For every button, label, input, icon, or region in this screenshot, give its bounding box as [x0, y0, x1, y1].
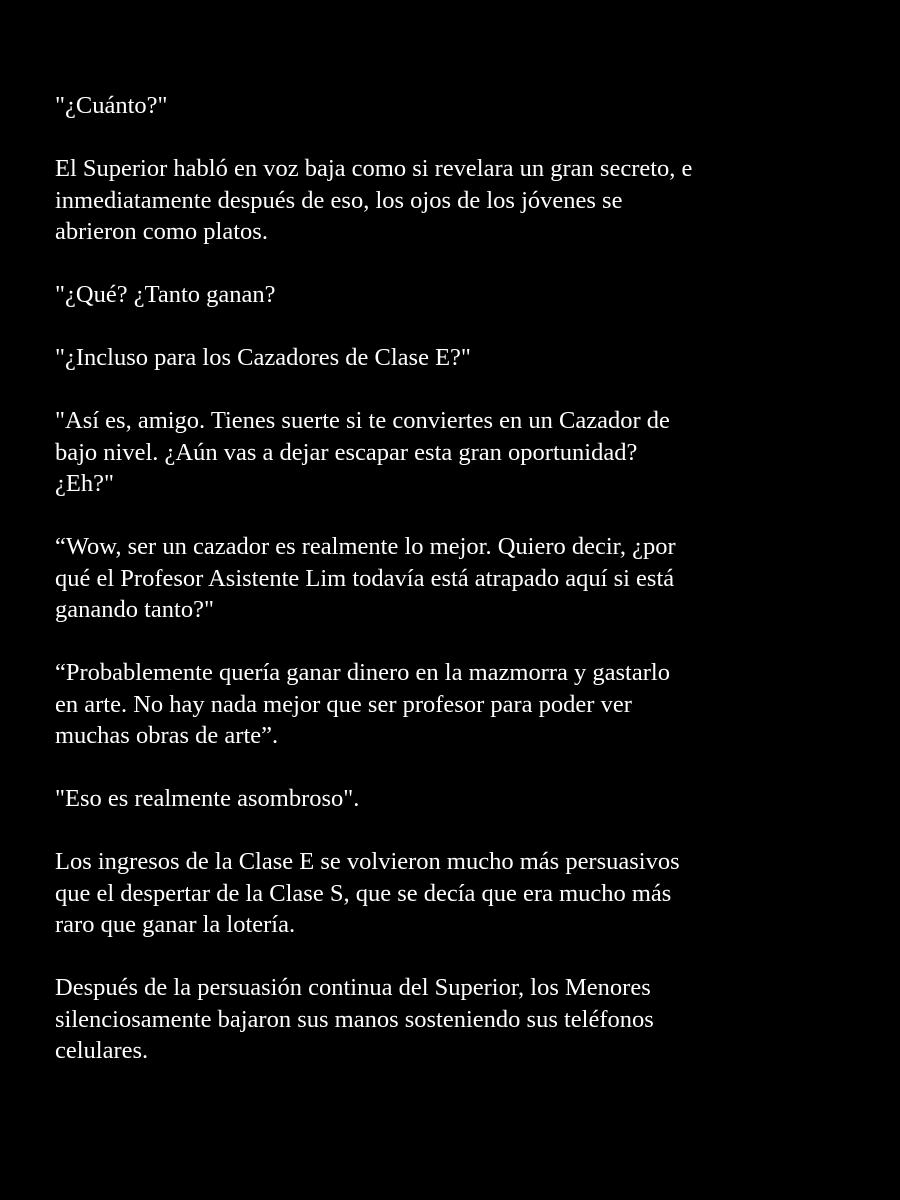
text-line: que el despertar de la Clase S, que se decía que era mucho más — [55, 879, 672, 907]
text-line: Los ingresos de la Clase E se volvieron mucho más persuasivos — [55, 848, 680, 875]
paragraph-dialogue-asombroso — [55, 783, 855, 815]
text-line: ganando tanto?" — [55, 596, 214, 623]
paragraph-narration-superior — [55, 153, 855, 248]
paragraph-dialogue-wow — [55, 531, 855, 626]
text-line: abrieron como platos. — [55, 218, 268, 245]
novel-text-page — [55, 90, 855, 1098]
paragraph-dialogue-probablemente — [55, 657, 855, 752]
text-line: inmediatamente después de eso, los ojos de los jóvenes se — [55, 186, 623, 214]
text-line: celulares. — [55, 1037, 149, 1064]
text-line: “Wow, ser un cazador es realmente lo mejor. Quiero decir, ¿por — [55, 533, 676, 560]
paragraph-dialogue-incluso — [55, 342, 855, 374]
text-line: “Probablemente quería ganar dinero en la mazmorra y gastarlo — [55, 659, 670, 686]
paragraph-dialogue-que — [55, 279, 855, 311]
text-line: muchas obras de arte”. — [55, 722, 279, 749]
text-line: Después de la persuasión continua del Superior, los Menores — [55, 974, 651, 1001]
text-line: ¿Eh?" — [55, 470, 114, 497]
paragraph-narration-ingresos — [55, 846, 855, 941]
text-line: bajo nivel. ¿Aún vas a dejar escapar esta gran oportunidad? — [55, 438, 638, 466]
text-line: en arte. No hay nada mejor que ser profesor para poder ver — [55, 690, 632, 718]
text-line: qué el Profesor Asistente Lim todavía está atrapado aquí si está — [55, 564, 675, 592]
text-line: raro que ganar la lotería. — [55, 911, 296, 938]
paragraph-dialogue-asi-es — [55, 405, 855, 500]
paragraph-dialogue-cuanto — [55, 90, 855, 122]
text-line: El Superior habló en voz baja como si revelara un gran secreto, e — [55, 155, 693, 182]
text-line: "Eso es realmente asombroso". — [55, 785, 360, 812]
text-line: "¿Cuánto?" — [55, 92, 168, 119]
text-line: "¿Qué? ¿Tanto ganan? — [55, 281, 276, 308]
text-line: "Así es, amigo. Tienes suerte si te conviertes en un Cazador de — [55, 407, 670, 434]
paragraph-narration-persuasion — [55, 972, 855, 1067]
text-line: silenciosamente bajaron sus manos sosteniendo sus teléfonos — [55, 1005, 654, 1033]
text-line: "¿Incluso para los Cazadores de Clase E?" — [55, 344, 471, 371]
